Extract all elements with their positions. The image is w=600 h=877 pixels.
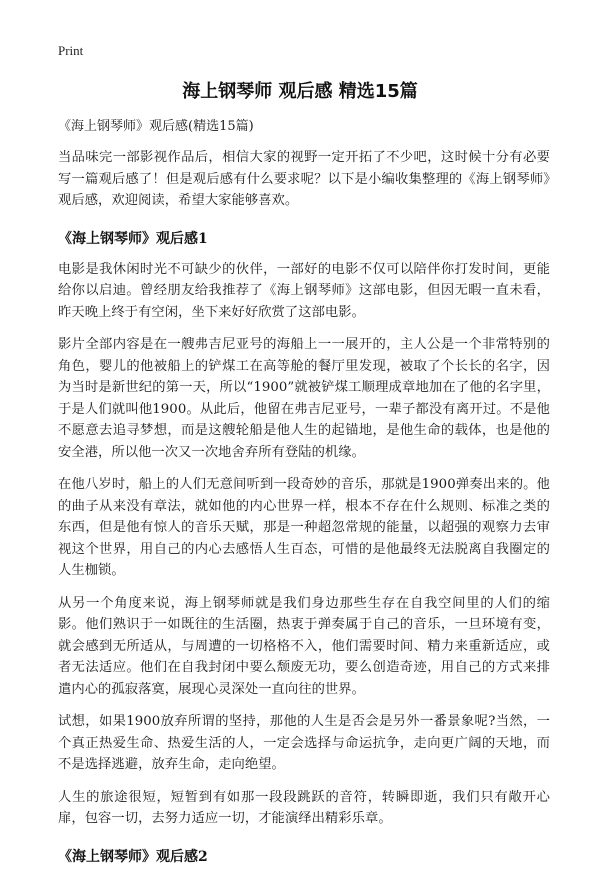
section-heading-1: 《海上钢琴师》观后感1 — [58, 230, 208, 247]
section-heading-2: 《海上钢琴师》观后感2 — [58, 848, 208, 865]
document-subtitle: 《海上钢琴师》观后感(精选15篇) — [58, 119, 254, 134]
document-body — [58, 117, 550, 877]
section-1-paragraph-2: 影片全部内容是在一艘弗吉尼亚号的海船上一一展开的，主人公是一个非常特别的角色，婴儿的他被船上的铲煤工在高等舱的餐厅里发现，被取了个长长的名字，因为当时是新世纪的第一天，所以“1900”就被铲煤工顺理成章地加在了他的名字里，于是人们就叫他1900。从此后，他留在弗吉尼亚号，一辈子都没有离开过。不是他不愿意去追寻梦想，而是这艘轮船是他人生的起锚地，是他生命的载体，也是他的安全港，所以他一次又一次地舍弃所有登陆的机缘。 — [58, 337, 550, 460]
section-1-paragraph-3: 在他八岁时，船上的人们无意间听到一段奇妙的音乐，那就是1900弹奏出来的。他的曲子从来没有章法，就如他的内心世界一样，根本不存在什么规则、标准之类的东西，但是他有惊人的音乐天赋，那是一种超忽常规的能量，以超强的观察力去审视这个世界，用自己的内心去感悟人生百态，可惜的是他最终无法脱离自我圈定的人生枷锁。 — [58, 477, 550, 578]
section-1-paragraph-6: 人生的旅途很短，短暂到有如那一段段跳跃的音符，转瞬即逝，我们只有敞开心扉，包容一切，去努力适应一切，才能演绎出精彩乐章。 — [58, 789, 550, 826]
section-1-paragraph-5: 试想，如果1900放弃所谓的坚持，那他的人生是否会是另外一番景象呢?当然，一个真正热爱生命、热爱生活的人，一定会选择与命运抗争，走向更广阔的天地，而不是选择逃避，放弃生命，走向绝望。 — [58, 714, 550, 772]
section-1-paragraph-1: 电影是我休闲时光不可缺少的伙伴，一部好的电影不仅可以陪伴你打发时间，更能给你以启迪。曾经朋友给我推荐了《海上钢琴师》这部电影，但因无暇一直未看，昨天晚上终于有空闲，坐下来好好欣赏了这部电影。 — [58, 261, 550, 320]
page-title: 海上钢琴师 观后感 精选15篇 — [182, 81, 418, 102]
section-1-paragraph-4: 从另一个角度来说，海上钢琴师就是我们身边那些生存在自我空间里的人们的缩影。他们熟识于一如既往的生活圈，热衷于弹奏属于自己的音乐，一旦环境有变，就会感到无所适从，与周遭的一切格格不入，他们需要时间、精力来重新适应，或者无法适应。他们在自我封闭中要么颓废无功，要么创造奇迹，用自己的方式来排遣内心的孤寂落寞，展现心灵深处一直向往的世界。 — [58, 595, 550, 697]
print-label[interactable]: Print — [58, 43, 84, 58]
intro-paragraph: 当品味完一部影视作品后，相信大家的视野一定开拓了不少吧，这时候十分有必要写一篇观后感了！但是观后感有什么要求呢？以下是小编收集整理的《海上钢琴师》观后感，欢迎阅读，希望大家能够喜欢。 — [58, 150, 550, 208]
